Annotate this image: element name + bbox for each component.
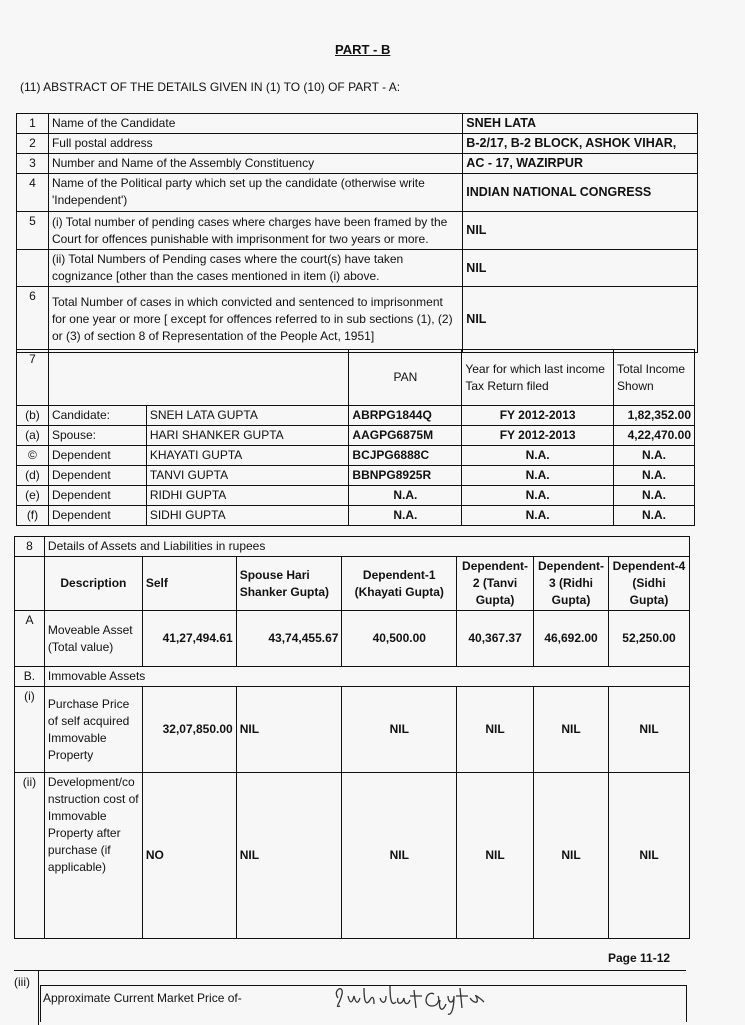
row-number: 6 xyxy=(17,287,49,353)
row-value: NIL xyxy=(463,250,698,287)
year-header: Year for which last income Tax Return filed xyxy=(462,350,614,406)
row-label: Approximate Current Market Price of- xyxy=(43,991,242,1005)
table-row xyxy=(15,611,690,667)
table-row xyxy=(17,506,695,526)
table-row xyxy=(17,446,695,466)
relation: Dependent xyxy=(48,486,146,506)
pan-value: N.A. xyxy=(349,486,462,506)
dependent2-value: NIL xyxy=(457,687,534,773)
year-value: N.A. xyxy=(462,446,614,466)
pan-value: BBNPG8925R xyxy=(349,466,462,486)
spouse-value: NIL xyxy=(236,687,342,773)
person-name: SIDHI GUPTA xyxy=(146,506,349,526)
pan-header: PAN xyxy=(349,350,462,406)
year-value: N.A. xyxy=(462,486,614,506)
self-value: 32,07,850.00 xyxy=(142,687,236,773)
row-value: AC - 17, WAZIRPUR xyxy=(463,154,698,174)
dependent4-value: NIL xyxy=(609,687,690,773)
table-row xyxy=(17,134,698,154)
relation: Dependent xyxy=(48,506,146,526)
row-label: Development/co nstruction cost of Immovable Property after purchase (if applicable) xyxy=(44,773,142,939)
row-number: 2 xyxy=(17,134,49,154)
row-number: 7 xyxy=(17,350,49,406)
candidate-details-table xyxy=(16,113,698,353)
relation: Dependent xyxy=(48,446,146,466)
assets-title: Details of Assets and Liabilities in rupees xyxy=(44,537,689,557)
pan-value: N.A. xyxy=(349,506,462,526)
row-code: (d) xyxy=(17,466,49,486)
row-label: Name of the Candidate xyxy=(48,114,462,134)
dependent2-value: 40,367.37 xyxy=(457,611,534,667)
row-label: Moveable Asset (Total value) xyxy=(44,611,142,667)
page-number: Page 11-12 xyxy=(608,951,671,965)
table-row xyxy=(17,350,695,406)
column-header: Dependent-1 (Khayati Gupta) xyxy=(342,557,457,611)
self-value: NO xyxy=(142,773,236,939)
row-code: (ii) xyxy=(15,773,45,939)
abstract-heading: (11) ABSTRACT OF THE DETAILS GIVEN IN (1) TO (10) OF PART - A: xyxy=(20,80,401,94)
row-number xyxy=(17,250,49,287)
table-row xyxy=(17,287,698,353)
year-value: FY 2012-2013 xyxy=(462,406,614,426)
income-value: N.A. xyxy=(613,486,694,506)
row-number: 3 xyxy=(17,154,49,174)
table-row xyxy=(15,687,690,773)
part-title: PART - B xyxy=(335,42,391,57)
table-row xyxy=(17,486,695,506)
income-value: 1,82,352.00 xyxy=(613,406,694,426)
pan-value: BCJPG6888C xyxy=(349,446,462,466)
dependent4-value: 52,250.00 xyxy=(609,611,690,667)
row-label: Number and Name of the Assembly Constituency xyxy=(48,154,462,174)
row-label: (ii) Total Numbers of Pending cases where the court(s) have taken cognizance [other than the cases mentioned in item (i) above. xyxy=(48,250,462,287)
self-value: 41,27,494.61 xyxy=(142,611,236,667)
table-row xyxy=(17,154,698,174)
table-row xyxy=(17,426,695,446)
row-value: INDIAN NATIONAL CONGRESS xyxy=(463,174,698,212)
row-code: (iii) xyxy=(14,971,39,1025)
dependent4-value: NIL xyxy=(609,773,690,939)
row-code: (e) xyxy=(17,486,49,506)
column-header: Spouse Hari Shanker Gupta) xyxy=(236,557,342,611)
row-label: Purchase Price of self acquired Immovable Property xyxy=(44,687,142,773)
row-code: (f) xyxy=(17,506,49,526)
person-name: KHAYATI GUPTA xyxy=(146,446,349,466)
column-header: Dependent-4 (Sidhi Gupta) xyxy=(609,557,690,611)
year-value: N.A. xyxy=(462,506,614,526)
row-number: 4 xyxy=(17,174,49,212)
row-value: NIL xyxy=(463,212,698,250)
dependent1-value: 40,500.00 xyxy=(342,611,457,667)
row-code: (b) xyxy=(17,406,49,426)
dependent1-value: NIL xyxy=(342,773,457,939)
spouse-value: NIL xyxy=(236,773,342,939)
year-value: N.A. xyxy=(462,466,614,486)
table-row xyxy=(17,250,698,287)
row-label: Name of the Political party which set up the candidate (otherwise write 'Independent') xyxy=(48,174,462,212)
row-label: Full postal address xyxy=(48,134,462,154)
table-row xyxy=(17,174,698,212)
relation: Spouse: xyxy=(48,426,146,446)
table-row xyxy=(17,212,698,250)
row-number: 5 xyxy=(17,212,49,250)
column-header: Description xyxy=(44,557,142,611)
table-header-row xyxy=(15,557,690,611)
blank-cell xyxy=(15,557,45,611)
row-code: © xyxy=(17,446,49,466)
pan-value: ABRPG1844Q xyxy=(349,406,462,426)
income-value: N.A. xyxy=(613,506,694,526)
row-label: Immovable Assets xyxy=(44,667,689,687)
dependent3-value: 46,692.00 xyxy=(534,611,609,667)
relation: Dependent xyxy=(48,466,146,486)
row-value: NIL xyxy=(463,287,698,353)
row-code: (i) xyxy=(15,687,45,773)
blank-header xyxy=(48,350,348,406)
row-code: (a) xyxy=(17,426,49,446)
row-value: SNEH LATA xyxy=(463,114,698,134)
pan-value: AAGPG6875M xyxy=(349,426,462,446)
table-row xyxy=(17,114,698,134)
row-code: B. xyxy=(15,667,45,687)
table-row xyxy=(15,667,690,687)
income-header: Total Income Shown xyxy=(613,350,694,406)
income-tax-table xyxy=(16,349,695,526)
row-label: Total Number of cases in which convicted and sentenced to imprisonment for one year or more [ except for offences referred to in sub sections (1), (2) or (3) of section 8 of Representation of the People Act, 1951] xyxy=(48,287,462,353)
dependent3-value: NIL xyxy=(534,773,609,939)
income-value: N.A. xyxy=(613,466,694,486)
table-row xyxy=(17,406,695,426)
signature xyxy=(330,978,520,1018)
table-row xyxy=(15,537,690,557)
column-header: Dependent- 3 (Ridhi Gupta) xyxy=(534,557,609,611)
dependent1-value: NIL xyxy=(342,687,457,773)
row-number: 1 xyxy=(17,114,49,134)
income-value: 4,22,470.00 xyxy=(613,426,694,446)
relation: Candidate: xyxy=(48,406,146,426)
table-row xyxy=(17,466,695,486)
row-number: 8 xyxy=(15,537,45,557)
person-name: RIDHI GUPTA xyxy=(146,486,349,506)
table-row xyxy=(15,773,690,939)
column-header: Dependent- 2 (Tanvi Gupta) xyxy=(457,557,534,611)
row-label: (i) Total number of pending cases where charges have been framed by the Court for offences punishable with imprisonment for two years or more. xyxy=(48,212,462,250)
assets-table xyxy=(14,536,690,939)
dependent3-value: NIL xyxy=(534,687,609,773)
person-name: HARI SHANKER GUPTA xyxy=(146,426,349,446)
row-value: B-2/17, B-2 BLOCK, ASHOK VIHAR, xyxy=(463,134,698,154)
column-header: Self xyxy=(142,557,236,611)
person-name: TANVI GUPTA xyxy=(146,466,349,486)
row-code: A xyxy=(15,611,45,667)
year-value: FY 2012-2013 xyxy=(462,426,614,446)
dependent2-value: NIL xyxy=(457,773,534,939)
person-name: SNEH LATA GUPTA xyxy=(146,406,349,426)
spouse-value: 43,74,455.67 xyxy=(236,611,342,667)
income-value: N.A. xyxy=(613,446,694,466)
